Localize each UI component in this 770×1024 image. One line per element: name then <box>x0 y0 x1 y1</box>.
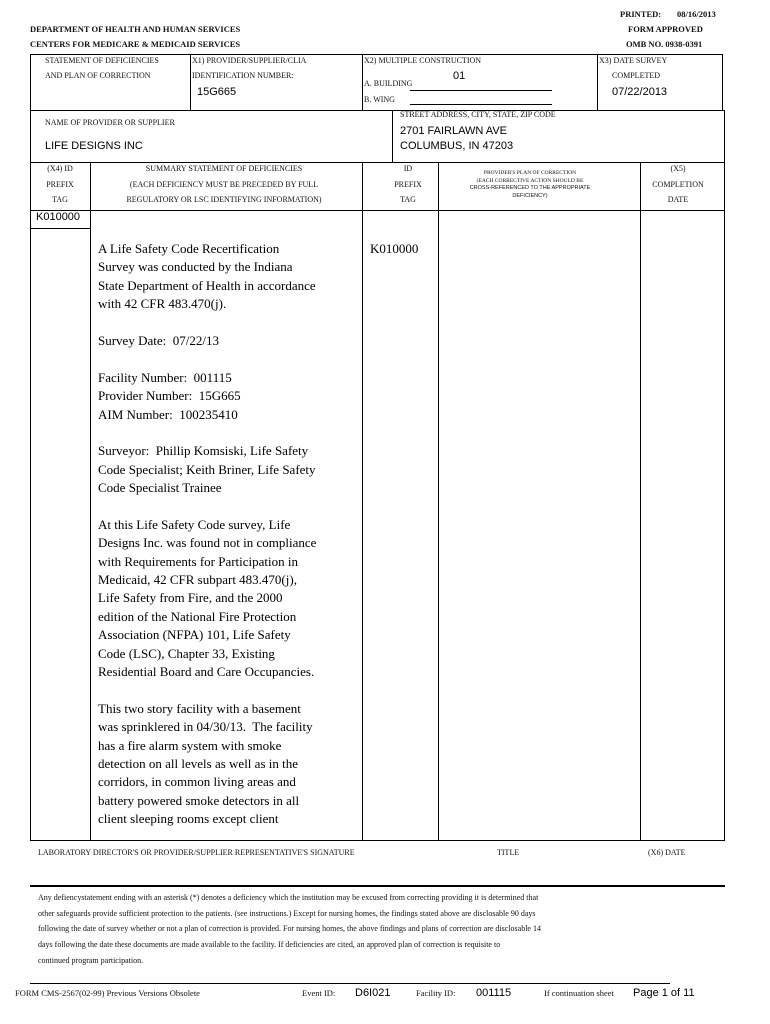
wing-label: B. WING <box>364 95 395 104</box>
column-header-line: (X4) ID <box>47 164 73 173</box>
column-header-line: PREFIX <box>394 179 422 189</box>
summary-line: edition of the National Fire Protection <box>98 608 297 624</box>
facility-id: 001115 <box>476 987 512 999</box>
summary-paragraph <box>98 332 360 350</box>
disclaimer-line: Any defiencystatement ending with an asterisk (*) denotes a deficiency which the institution may be excused from correcting providing it is determined that <box>38 893 539 902</box>
column-header-line: SUMMARY STATEMENT OF DEFICIENCIES <box>145 164 303 173</box>
plan-prefix-tag: K010000 <box>370 241 419 256</box>
address-line: 2701 FAIRLAWN AVE <box>400 125 507 137</box>
summary-line: At this Life Safety Code survey, Life <box>98 516 291 532</box>
summary-paragraph <box>98 516 360 682</box>
provider-name-label: NAME OF PROVIDER OR SUPPLIER <box>45 118 175 127</box>
column-header-line: (X5) <box>670 164 686 173</box>
column-header-line: PREFIX <box>46 179 74 189</box>
column-header-line: TAG <box>400 195 416 204</box>
summary-line: was sprinklered in 04/30/13. The facility <box>98 719 313 735</box>
box-rule <box>30 110 31 162</box>
survey-date-value: 07/22/2013 <box>612 86 668 98</box>
table-rule <box>362 162 363 841</box>
multiple-construction-label: X2) MULTIPLE CONSTRUCTION <box>364 56 482 65</box>
printed-date: 08/16/2013 <box>677 9 716 19</box>
summary-line: Code (LSC), Chapter 33, Existing <box>98 645 275 661</box>
agency-name: DEPARTMENT OF HEALTH AND HUMAN SERVICES <box>30 24 241 34</box>
column-header-line: (EACH DEFICIENCY MUST BE PRECEDED BY FULL <box>129 179 319 189</box>
table-rule <box>90 162 91 841</box>
summary-paragraph <box>98 369 360 424</box>
column-header-plan-of-correction <box>438 170 622 201</box>
disclaimer-line: other safeguards provide sufficient protection to the patients. (see instructions.) Except for nursing homes, the findings stated above are disclosable 90 days <box>38 908 536 918</box>
building-value: 01 <box>453 70 466 82</box>
survey-date-label: COMPLETED <box>612 71 660 80</box>
table-rule <box>30 228 91 229</box>
summary-line: Code Specialist Trainee <box>98 480 222 496</box>
summary-line: with Requirements for Participation in <box>98 553 299 569</box>
disclaimer-line: following the date of survey whether or not a plan of correction is provided. For nursing homes, the above findings and plans of correction are disclosable 14 <box>38 924 541 934</box>
box-rule <box>30 54 31 110</box>
agency-subname: CENTERS FOR MEDICARE & MEDICAID SERVICES <box>30 39 241 49</box>
column-header-line: DEFICIENCY) <box>512 193 548 200</box>
summary-statement <box>98 240 360 847</box>
table-rule <box>30 162 31 841</box>
summary-line: This two story facility with a basement <box>98 700 301 716</box>
survey-date-label: X3) DATE SURVEY <box>599 56 668 65</box>
facility-id-label: Facility ID: <box>416 988 456 998</box>
provider-name: LIFE DESIGNS INC <box>45 140 143 152</box>
summary-paragraph <box>98 240 360 314</box>
summary-line: Survey was conducted by the Indiana <box>98 259 293 275</box>
summary-line: AIM Number: 100235410 <box>98 406 238 422</box>
address-label: STREET ADDRESS, CITY, STATE, ZIP CODE <box>400 110 556 119</box>
summary-line: client sleeping rooms except client <box>98 811 279 827</box>
disclaimer-line: days following the date these documents are made available to the facility. If deficiencies are cited, an approved plan of correction is requisite to <box>38 940 501 950</box>
column-header-id-prefix-tag <box>378 161 438 208</box>
provider-id-label: IDENTIFICATION NUMBER: <box>192 71 294 80</box>
building-label: A. BUILDING <box>364 79 413 88</box>
box-rule <box>190 54 191 110</box>
table-rule <box>30 210 725 211</box>
deficiency-prefix-tag: K010000 <box>36 211 81 223</box>
summary-line: Surveyor: Phillip Komsiski, Life Safety <box>98 443 309 459</box>
summary-line: Provider Number: 15G665 <box>98 388 241 404</box>
box-rule <box>392 110 393 162</box>
column-header-line: COMPLETION <box>652 179 704 189</box>
address-line: COLUMBUS, IN 47203 <box>400 140 514 152</box>
column-header-line: REGULATORY OR LSC IDENTIFYING INFORMATION) <box>126 195 322 204</box>
box-rule <box>30 110 725 111</box>
form-status: FORM APPROVED <box>628 24 703 34</box>
column-header-line: ID <box>403 164 413 173</box>
column-header-completion-date <box>636 161 720 208</box>
form-number: FORM CMS-2567(02-99) Previous Versions Obsolete <box>15 988 200 998</box>
event-id: D6I021 <box>355 987 391 999</box>
column-header-line: DATE <box>667 195 689 204</box>
summary-line: A Life Safety Code Recertification <box>98 241 280 256</box>
table-rule <box>724 162 725 841</box>
box-rule <box>597 54 598 110</box>
summary-line: corridors, in common living areas and <box>98 774 296 790</box>
table-rule <box>438 162 439 841</box>
statement-label: STATEMENT OF DEFICIENCIES <box>45 56 159 65</box>
summary-line: Code Specialist; Keith Briner, Life Safety <box>98 461 316 477</box>
summary-line: detection on all levels as well as in the <box>98 755 298 771</box>
summary-line: Medicaid, 42 CFR subpart 483.470(j), <box>98 572 297 588</box>
signature-date-label: (X6) DATE <box>648 848 686 857</box>
wing-underline <box>410 104 552 105</box>
continuation-label: If continuation sheet <box>544 988 614 998</box>
summary-paragraph <box>98 700 360 829</box>
summary-line: with 42 CFR 483.470(j). <box>98 296 227 312</box>
disclaimer-line: continued program participation. <box>38 955 144 965</box>
provider-id-label: X1) PROVIDER/SUPPLIER/CLIA <box>192 56 307 65</box>
summary-line: Survey Date: 07/22/13 <box>98 332 219 348</box>
summary-line: Life Safety from Fire, and the 2000 <box>98 590 283 606</box>
summary-line: State Department of Health in accordance <box>98 277 316 293</box>
box-rule <box>362 54 363 110</box>
omb-number: OMB NO. 0938-0391 <box>626 39 703 49</box>
footer-rule <box>30 983 670 984</box>
summary-line: Association (NFPA) 101, Life Safety <box>98 627 291 643</box>
building-underline <box>410 90 552 91</box>
provider-id-value: 15G665 <box>197 86 237 98</box>
column-header-line: (EACH CORRECTIVE ACTION SHOULD BE <box>476 177 584 184</box>
signature-label: LABORATORY DIRECTOR'S OR PROVIDER/SUPPLIER REPRESENTATIVE'S SIGNATURE <box>38 848 355 857</box>
box-rule <box>30 54 723 55</box>
column-header-line: TAG <box>52 195 68 204</box>
summary-line: Designs Inc. was found not in compliance <box>98 535 317 551</box>
signature-rule <box>30 885 725 887</box>
summary-line: battery powered smoke detectors in all <box>98 792 300 808</box>
column-header-summary <box>90 161 358 208</box>
column-header-line: CROSS-REFERENCED TO THE APPROPRIATE <box>469 185 591 192</box>
column-header-line: PROVIDER'S PLAN OF CORRECTION <box>483 170 577 176</box>
statement-label: AND PLAN OF CORRECTION <box>45 71 151 80</box>
column-header-prefix-tag <box>30 161 90 208</box>
page-number: Page 1 of 11 <box>633 987 695 999</box>
event-id-label: Event ID: <box>302 988 336 998</box>
summary-line: Residential Board and Care Occupancies. <box>98 663 315 679</box>
summary-paragraph <box>98 442 360 497</box>
printed-label: PRINTED: <box>620 9 662 19</box>
title-label: TITLE <box>497 848 520 857</box>
box-rule <box>722 54 723 110</box>
summary-line: Facility Number: 001115 <box>98 369 232 385</box>
disclaimer <box>38 890 541 969</box>
summary-line: has a fire alarm system with smoke <box>98 737 282 753</box>
table-rule <box>640 162 641 841</box>
box-rule <box>724 110 725 162</box>
